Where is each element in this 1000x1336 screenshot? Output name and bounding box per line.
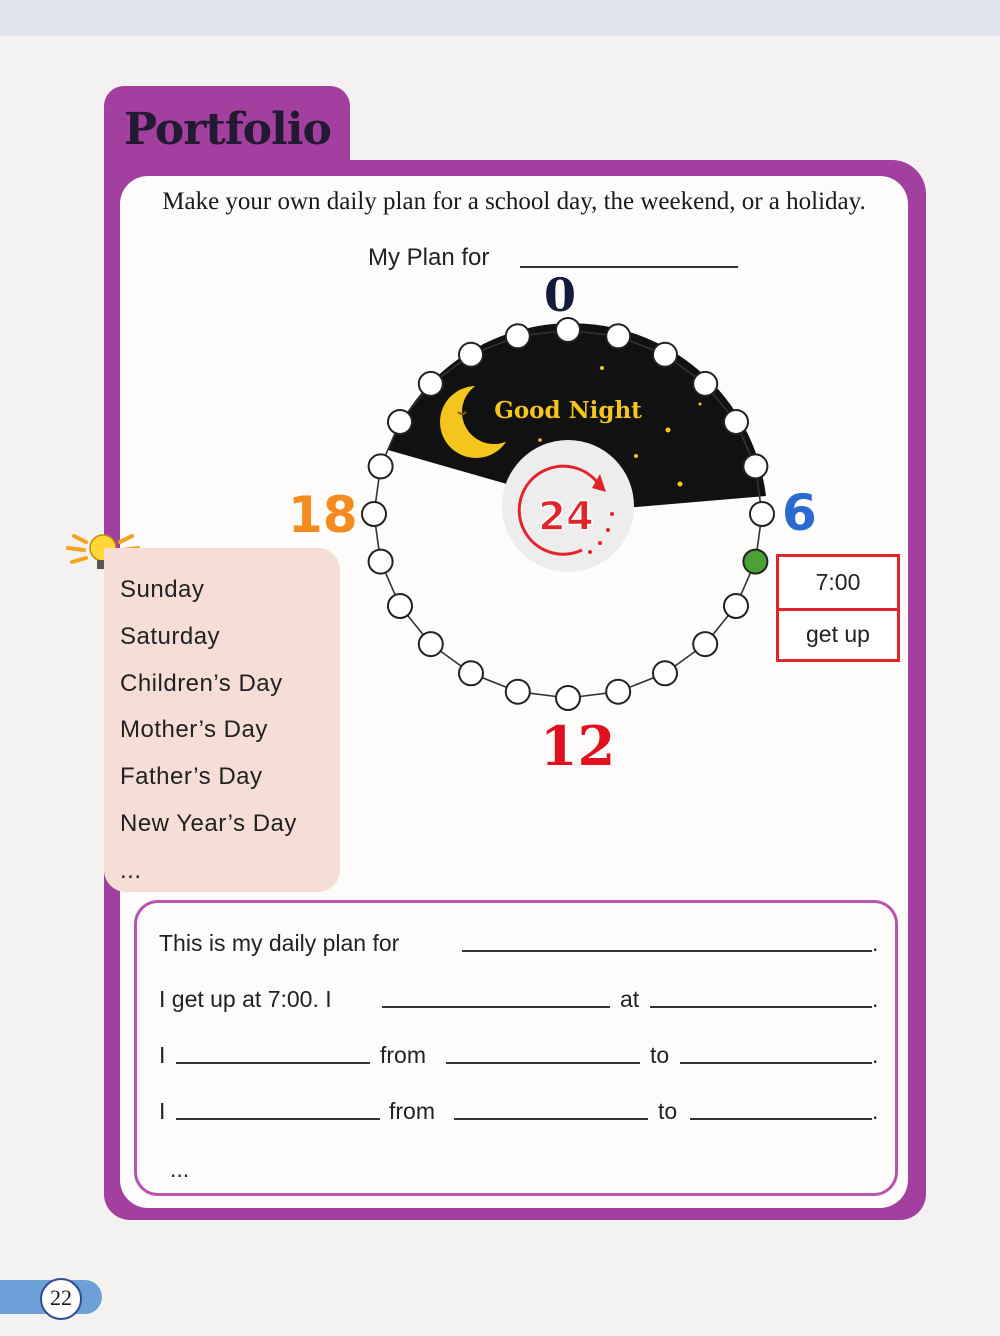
clock-slot-5[interactable]: [743, 454, 767, 478]
sentence-2-activity-blank[interactable]: [382, 1006, 610, 1008]
sentence-3-start: I: [159, 1042, 166, 1068]
sentence-3-end: .: [872, 1042, 879, 1068]
word-bank-list: [120, 570, 297, 898]
sentence-1-start: This is my daily plan for: [159, 930, 400, 956]
sentence-4-to: to: [658, 1098, 678, 1124]
clock-slot-6[interactable]: [750, 502, 774, 526]
daily-clock: [340, 300, 800, 720]
hour-label-18: 18: [288, 486, 358, 544]
clock-slot-9[interactable]: [693, 632, 717, 656]
clock-slot-2[interactable]: [653, 343, 677, 367]
clock-slot-16[interactable]: [388, 594, 412, 618]
example-time: 7:00: [815, 569, 861, 595]
sentence-3-to-blank[interactable]: [680, 1062, 872, 1064]
example-activity: get up: [779, 608, 897, 659]
page-number: 22: [40, 1278, 82, 1320]
clock-slot-7[interactable]: [743, 550, 767, 574]
word-bank-item: Saturday: [120, 622, 221, 650]
clock-slot-8[interactable]: [724, 594, 748, 618]
sentence-4-start: I: [159, 1098, 166, 1124]
sentence-3-activity-blank[interactable]: [176, 1062, 370, 1064]
clock-slot-4[interactable]: [724, 410, 748, 434]
hour-label-0: 0: [544, 268, 577, 322]
section-title: Portfolio: [124, 104, 331, 155]
sentence-3-from: from: [380, 1042, 426, 1068]
sentence-4-activity-blank[interactable]: [176, 1118, 380, 1120]
clock-slot-10[interactable]: [653, 661, 677, 685]
sentence-4-from: from: [389, 1098, 435, 1124]
example-time-box: [776, 554, 900, 662]
word-bank-item: Sunday: [120, 576, 205, 603]
sentence-2-at: at: [620, 986, 640, 1012]
sentence-ellipsis: ...: [170, 1156, 190, 1182]
good-night-label: Good Night: [494, 397, 642, 424]
clock-slot-1[interactable]: [606, 324, 630, 348]
sentence-4-from-blank[interactable]: [454, 1118, 648, 1120]
sentence-3-from-blank[interactable]: [446, 1062, 640, 1064]
clock-slot-23[interactable]: [506, 324, 530, 348]
sentence-2-end: .: [872, 986, 879, 1012]
clock-slot-13[interactable]: [506, 680, 530, 704]
clock-slot-18[interactable]: [362, 502, 386, 526]
sentence-4-to-blank[interactable]: [690, 1118, 872, 1120]
sentence-1-blank[interactable]: [462, 950, 872, 952]
clock-slot-17[interactable]: [369, 550, 393, 574]
sentence-2-time-blank[interactable]: [650, 1006, 872, 1008]
hour-label-12: 12: [540, 714, 616, 778]
clock-slot-22[interactable]: [459, 343, 483, 367]
sentence-2-start: I get up at 7:00. I: [159, 986, 332, 1012]
clock-slot-20[interactable]: [388, 410, 412, 434]
clock-slot-21[interactable]: [419, 372, 443, 396]
clock-slot-3[interactable]: [693, 372, 717, 396]
clock-slot-11[interactable]: [606, 680, 630, 704]
sentence-1-end: .: [872, 930, 879, 956]
sentence-4-end: .: [872, 1098, 879, 1124]
center-number: 24: [538, 494, 594, 540]
hour-label-6: 6: [782, 484, 817, 542]
plan-title: My Plan for: [368, 244, 490, 271]
clock-slot-14[interactable]: [459, 661, 483, 685]
clock-slot-15[interactable]: [419, 632, 443, 656]
word-bank-item: Children’s Day: [120, 669, 283, 697]
word-bank-item: Father’s Day: [120, 763, 263, 791]
word-bank-item: New Year’s Day: [120, 809, 297, 837]
word-bank-item: ...: [120, 856, 142, 884]
word-bank-item: Mother’s Day: [120, 716, 268, 744]
sentence-3-to: to: [650, 1042, 670, 1068]
clock-slot-12[interactable]: [556, 686, 580, 710]
instruction-text: Make your own daily plan for a school day, the weekend, or a holiday.: [162, 188, 866, 215]
clock-slot-19[interactable]: [369, 454, 393, 478]
top-strip: [0, 0, 1000, 36]
